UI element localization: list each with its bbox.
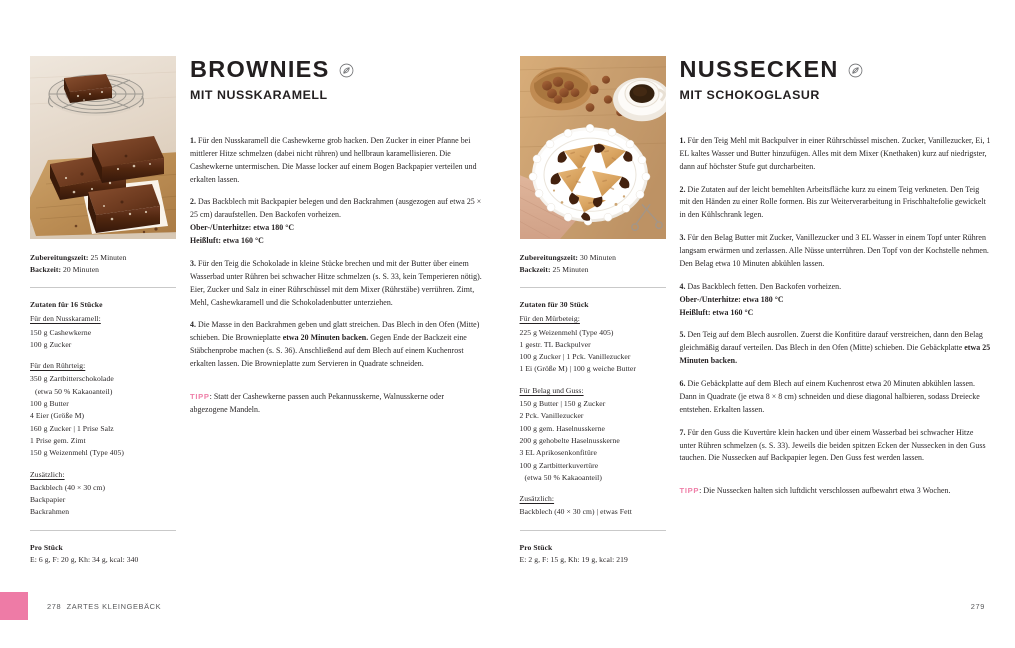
ingredient-subheading: Für Belag und Guss:	[519, 385, 584, 395]
divider	[30, 530, 176, 531]
ingredient-subheading: Für den Rührteig:	[30, 361, 86, 371]
bake-time-label: Backzeit:	[30, 264, 62, 274]
ingredient-item: 150 g Butter | 150 g Zucker	[519, 399, 606, 409]
step-number: 6.	[679, 379, 686, 389]
step-temp-oberunterhitze: Ober-/Unterhitze: etwa 180 °C	[679, 294, 784, 304]
brownies-photo	[30, 56, 176, 239]
step-temp-heissluft: Heißluft: etwa 160 °C	[190, 236, 264, 246]
tip-text: : Statt der Cashewkerne passen auch Pekannusskerne, Walnusskerne oder abgezogene Mandeln.	[190, 391, 445, 414]
tip-label: TIPP	[190, 391, 210, 401]
nutrition-heading: Pro Stück	[519, 542, 553, 552]
step-text-before: Die Masse in den Backrahmen geben und glatt streichen. Das Blech in den Ofen (Mitte) schieben. Die Brownieplatte	[190, 320, 480, 343]
ingredient-subheading: Zusätzlich:	[30, 469, 65, 479]
step-number: 1.	[679, 135, 686, 145]
ingredient-group	[30, 360, 176, 459]
ingredient-item: 350 g Zartbitterschokolade	[30, 374, 114, 384]
step-text: Für den Belag Butter mit Zucker, Vanillezucker und 3 EL Wasser in einem Topf unter Rühren langsam erwärmen und zerlassen. Alle Nüsse unterrühren. Den Topf von der Kochstelle nehmen. Den Belag etwa 10 Minuten abkühlen lassen.	[679, 233, 989, 268]
step-text: Die Gebäckplatte auf dem Blech auf einem Kuchenrost etwa 20 Minuten abkühlen lassen. Dann in Quadrate (je etwa 8 × 8 cm) schneiden und diese diagonal halbieren, sodass Dreiecke entstehen. Erkalten lassen.	[679, 379, 980, 414]
steps-list-left	[190, 135, 484, 371]
prep-time-value: 30 Minuten	[580, 253, 617, 262]
ingredient-item: 100 g Zucker | 1 Pck. Vanillezucker	[519, 352, 631, 362]
ingredient-item: (etwa 50 % Kakaoanteil)	[35, 386, 113, 396]
tip-label: TIPP	[679, 486, 700, 496]
step-number: 2.	[190, 197, 196, 207]
step-number: 3.	[679, 233, 686, 243]
recipe-step	[190, 196, 484, 248]
step-number: 7.	[679, 427, 686, 437]
page-title: BROWNIES	[190, 56, 330, 82]
bake-time-label: Backzeit:	[519, 264, 551, 274]
ingredient-item: 150 g Cashewkerne	[30, 327, 92, 337]
nutrition-values: E: 6 g, F: 20 g, Kh: 34 g, kcal: 340	[30, 554, 139, 564]
step-text: Das Backblech mit Backpapier belegen und den Backrahmen (ausgezogen auf etwa 25 × 25 cm) daraufstellen. Den Backofen vorheizen.	[190, 197, 482, 220]
divider	[520, 530, 666, 531]
tip-block-right	[680, 485, 992, 498]
ingredient-subheading: Für den Nusskaramell:	[30, 314, 101, 324]
ingredient-item: 160 g Zucker | 1 Prise Salz	[30, 423, 114, 433]
bake-time-row	[520, 264, 666, 276]
title-row	[190, 58, 484, 82]
ingredient-item: 100 g gem. Haselnusskerne	[519, 423, 605, 433]
step-text: Für den Teig die Schokolade in kleine Stücke brechen und mit der Butter über einem Wasserbad unter Rühren bei schwacher Hitze schmelzen (s. S. 33, kein Temperieren nötig). Eier, Zucker und Salz in einer Rührschüssel mit dem Mixer (Rührstäbe) verrühren. Zimt, Mehl, Cashewkaramell und die Schokoladenbutter unterziehen.	[190, 258, 482, 307]
ingredient-item: Backpapier	[30, 495, 66, 505]
prep-time-label: Zubereitungszeit:	[30, 253, 89, 262]
tip-block-left	[190, 391, 484, 417]
step-text-before: Den Teig auf dem Blech ausrollen. Zuerst die Konfitüre darauf verstreichen, dann den Belag gleichmäßig darauf verteilen. Das Blech in den Ofen (Mitte) schieben. Die Gebäckplatte	[679, 330, 983, 353]
ingredient-item: Backrahmen	[30, 507, 70, 517]
footer-left	[0, 592, 161, 620]
step-text: Das Backblech fetten. Den Backofen vorheizen.	[687, 281, 842, 291]
nutrition-heading: Pro Stück	[30, 542, 63, 552]
prep-time-label: Zubereitungszeit:	[519, 253, 579, 262]
ingredient-item: Backblech (40 × 30 cm)	[30, 482, 106, 492]
step-text: Die Zutaten auf der leicht bemehlten Arbeitsfläche kurz zu einem Teig verkneten. Den Teig mit den Händen zu einer Rolle formen. Bis zur Weiterverarbeitung in Frischhaltefolie gewickelt in den Kühlschrank legen.	[679, 184, 986, 220]
ingredient-item: 1 gestr. TL Backpulver	[519, 339, 591, 349]
bake-time-value: 20 Minuten	[63, 264, 100, 274]
bake-time-value: 25 Minuten	[552, 264, 589, 274]
step-text: Für den Teig Mehl mit Backpulver in einer Rührschüssel mischen. Zucker, Vanillezucker, Ei, 1 EL kaltes Wasser und Butter hinzufügen. Alles mit dem Mixer (Knethaken) kurz auf niedrigster, dann auf höchster Stufe gut durcharbeiten.	[679, 135, 991, 171]
ingredient-group	[30, 313, 176, 351]
ingredients-block-left	[30, 299, 176, 519]
step-number: 4.	[679, 281, 686, 291]
page-number-left: 278	[47, 601, 62, 611]
step-number: 4.	[190, 320, 196, 330]
left-recipe-column	[190, 56, 484, 425]
chapter-thumb-tab	[0, 592, 28, 620]
title-row	[680, 58, 992, 82]
page-title: NUSSECKEN	[679, 56, 839, 82]
step-temp-oberunterhitze: Ober-/Unterhitze: etwa 180 °C	[190, 223, 295, 233]
folio-right	[971, 592, 985, 620]
prep-time-row	[30, 252, 176, 264]
step-number: 2.	[679, 184, 686, 194]
ingredient-item: 225 g Weizenmehl (Type 405)	[519, 327, 614, 337]
right-rail	[520, 56, 666, 566]
recipe-step	[190, 135, 484, 187]
facts-block-right	[520, 252, 666, 276]
divider	[30, 287, 176, 288]
prep-time-row	[520, 252, 666, 264]
ingredient-group	[520, 493, 666, 519]
tip-text: : Die Nussecken halten sich luftdicht verschlossen aufbewahrt etwa 3 Wochen.	[699, 486, 951, 496]
ingredient-item: 1 Prise gem. Zimt	[30, 435, 86, 445]
recipe-step	[680, 427, 992, 466]
nutrition-block-left	[30, 542, 176, 566]
right-recipe-column	[680, 56, 992, 506]
leaf-circle-icon	[848, 63, 863, 78]
page-subtitle: MIT SCHOKOGLASUR	[679, 87, 820, 102]
ingredient-item: (etwa 50 % Kakaoanteil)	[524, 472, 602, 482]
ingredient-item: 100 g Butter	[30, 399, 69, 409]
page-number-right: 279	[970, 601, 985, 611]
page-subtitle: MIT NUSSKARAMELL	[190, 87, 328, 102]
step-text: Für den Nusskaramell die Cashewkerne grob hacken. Den Zucker in einer Pfanne bei mittlerer Hitze schmelzen (dabei nicht rühren) und hellbraun karamellisieren. Die Cashewkerne untermischen. Die Masse locker auf einem Bogen Backpapier verteilen und erkalten lassen.	[190, 135, 477, 184]
nussecken-photo	[520, 56, 666, 239]
folio-left	[47, 602, 161, 611]
ingredient-item: 150 g Weizenmehl (Type 405)	[30, 448, 124, 458]
steps-list-right	[680, 135, 992, 465]
ingredient-item: Backblech (40 × 30 cm) | etwas Fett	[519, 507, 632, 517]
recipe-step	[680, 232, 992, 271]
ingredient-item: 4 Eier (Größe M)	[30, 411, 85, 421]
step-text: Für den Guss die Kuvertüre klein hacken und über einem Wasserbad bei schwacher Hitze unter Rühren schmelzen (s. S. 33). Jeweils die beiden spitzen Ecken der Nussecken in den Guss tauchen. Die Nussecken auf Backpapier legen. Den Guss fest werden lassen.	[679, 427, 986, 463]
recipe-step	[680, 184, 992, 223]
ingredient-subheading: Zusätzlich:	[519, 494, 555, 504]
recipe-step	[680, 135, 992, 174]
step-number: 1.	[190, 135, 196, 145]
step-text-emphasis: etwa 20 Minuten backen.	[282, 333, 369, 343]
step-number: 5.	[679, 330, 686, 340]
facts-block-left	[30, 252, 176, 276]
recipe-step	[190, 319, 484, 371]
ingredient-item: 1 Ei (Größe M) | 100 g weiche Butter	[519, 364, 636, 374]
ingredient-group	[520, 385, 666, 484]
step-text-emphasis: etwa 25 Minuten backen.	[679, 343, 991, 366]
ingredient-subheading: Für den Mürbeteig:	[519, 314, 580, 324]
recipe-step	[680, 329, 992, 368]
leaf-circle-icon	[339, 63, 354, 78]
page-right	[508, 0, 1015, 648]
step-number: 3.	[190, 258, 196, 268]
step-text-after: Gegen Ende der Backzeit eine Stäbchenprobe machen (s. S. 36). Anschließend auf dem Blech auf einem Kuchenrost erkalten lassen. Die Brownieplatte zum Servieren in Quadrate schneiden.	[190, 333, 467, 369]
ingredient-item: 100 g Zartbitterkuvertüre	[519, 460, 599, 470]
chapter-name-left: ZARTES KLEINGEBÄCK	[66, 601, 162, 611]
ingredients-heading: Zutaten für 16 Stücke	[30, 299, 103, 309]
step-temp-heissluft: Heißluft: etwa 160 °C	[679, 307, 754, 317]
recipe-step	[190, 258, 484, 310]
ingredient-item: 3 EL Aprikosenkonfitüre	[519, 448, 597, 458]
divider	[520, 287, 666, 288]
ingredients-block-right	[520, 299, 666, 519]
ingredient-group	[30, 469, 176, 519]
ingredient-item: 2 Pck. Vanillezucker	[519, 411, 584, 421]
ingredient-item: 100 g Zucker	[30, 339, 72, 349]
nutrition-block-right	[520, 542, 666, 566]
recipe-step	[680, 378, 992, 417]
ingredient-group	[520, 313, 666, 375]
ingredient-item: 200 g gehobelte Haselnusskerne	[519, 435, 620, 445]
left-rail	[30, 56, 176, 566]
prep-time-value: 25 Minuten	[90, 253, 127, 262]
recipe-step	[680, 281, 992, 320]
bake-time-row	[30, 264, 176, 276]
ingredients-heading: Zutaten für 30 Stück	[519, 299, 589, 309]
nutrition-values: E: 2 g, F: 15 g, Kh: 19 g, kcal: 219	[519, 554, 628, 564]
